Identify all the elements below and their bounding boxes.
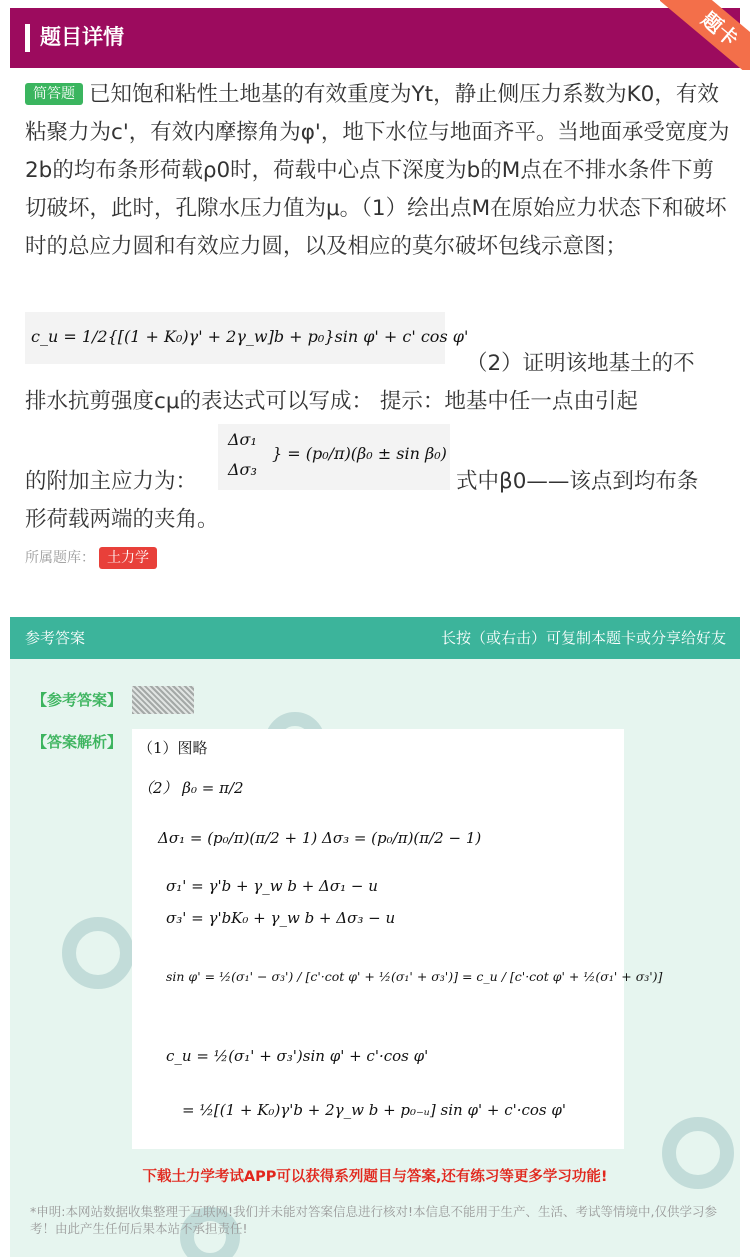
answer-header-title: 参考答案 [25,629,86,647]
formula-image-1 [25,312,469,364]
answer-header [10,617,740,659]
analysis-label: 【答案解析】 [32,733,123,751]
question-part2-prefix: 的附加主应力为： [25,469,198,494]
solution-line: sin φ' = ½(σ₁' − σ₃') / [c'·cot φ' + ½(σ₁' + σ₃')] = c_u / [c'·cot φ' + ½(σ₁' + σ₃')] [166,969,663,984]
question-part2-last: 形荷载两端的夹角。 [25,507,219,532]
page-title: 题目详情 [40,25,124,49]
formula-2-delta3: Δσ₃ [228,460,257,479]
question-paragraph-1: 已知饱和粘性土地基的有效重度为Yt，静止侧压力系数为K0，有效粘聚力为c'，有效内摩擦角为φ'，地下水位与地面齐平。当地面承受宽度为2b的均布条形荷载ρ0时，荷载中心点下深度为b的M点在不排水条件下剪切破坏，此时，孔隙水压力值为μ。（1）绘出点M在原始应力状态下和破坏时的总应力圆和有效应力圆，以及相应的莫尔破坏包线示意图； [25,82,730,259]
question-part2-after: 式中β0——该点到均布条 [456,469,699,494]
question-card-ribbon [660,0,750,70]
formula-2-delta1: Δσ₁ [228,430,257,449]
question-library [25,546,157,570]
formula-1-text: c_u = 1/2{[(1 + K₀)γ' + 2γ_w]b + p₀}sin φ' + c' cos φ' [31,327,469,346]
solution-line: = ½[(1 + K₀)γ'b + 2γ_w b + p₀₋ᵤ] sin φ' + c'·cos φ' [182,1101,567,1119]
solution-line: c_u = ½(σ₁' + σ₃')sin φ' + c'·cos φ' [166,1047,429,1065]
formula-image-2 [218,424,450,490]
formula-2-rhs: } = (p₀/π)(β₀ ± sin β₀) [272,444,447,463]
question-type-tag: 简答题 [25,83,83,105]
page-header [10,8,740,68]
solution-image [132,729,663,1149]
reference-answer-image [132,686,194,714]
ribbon-label: 题卡 [660,0,750,70]
reference-answer-label: 【参考答案】 [32,691,123,709]
library-tag[interactable]: 土力学 [99,547,157,569]
watermark-swirl-icon [62,917,134,989]
disclaimer-text: *申明:本网站数据收集整理于互联网!我们并未能对答案信息进行核对!本信息不能用于生产、生活、考试等情境中,仅供学习参考！由此产生任何后果本站不承担责任! [30,1204,717,1236]
solution-line: （2） β₀ = π/2 [138,779,244,797]
solution-line: Δσ₁ = (p₀/π)(π/2 + 1) Δσ₃ = (p₀/π)(π/2 − 1) [158,829,482,847]
solution-line: σ₁' = γ'b + γ_w b + Δσ₁ − u [166,877,378,895]
question-part2-start: （2）证明该地基土的不 [466,351,695,376]
question-body [25,76,735,266]
solution-line: σ₃' = γ'bK₀ + γ_w b + Δσ₃ − u [166,909,396,927]
library-label: 所属题库： [25,550,95,566]
question-part2-line: 排水抗剪强度cμ的表达式可以写成： 提示：地基中任一点由引起 [25,389,638,414]
answer-header-hint: 长按（或右击）可复制本题卡或分享给好友 [440,629,726,647]
app-download-promo[interactable]: 下载土力学考试APP可以获得系列题目与答案,还有练习等更多学习功能! [142,1169,608,1185]
solution-line: （1）图略 [138,739,208,757]
answer-card[interactable] [10,617,740,1257]
header-accent-bar [25,24,30,52]
